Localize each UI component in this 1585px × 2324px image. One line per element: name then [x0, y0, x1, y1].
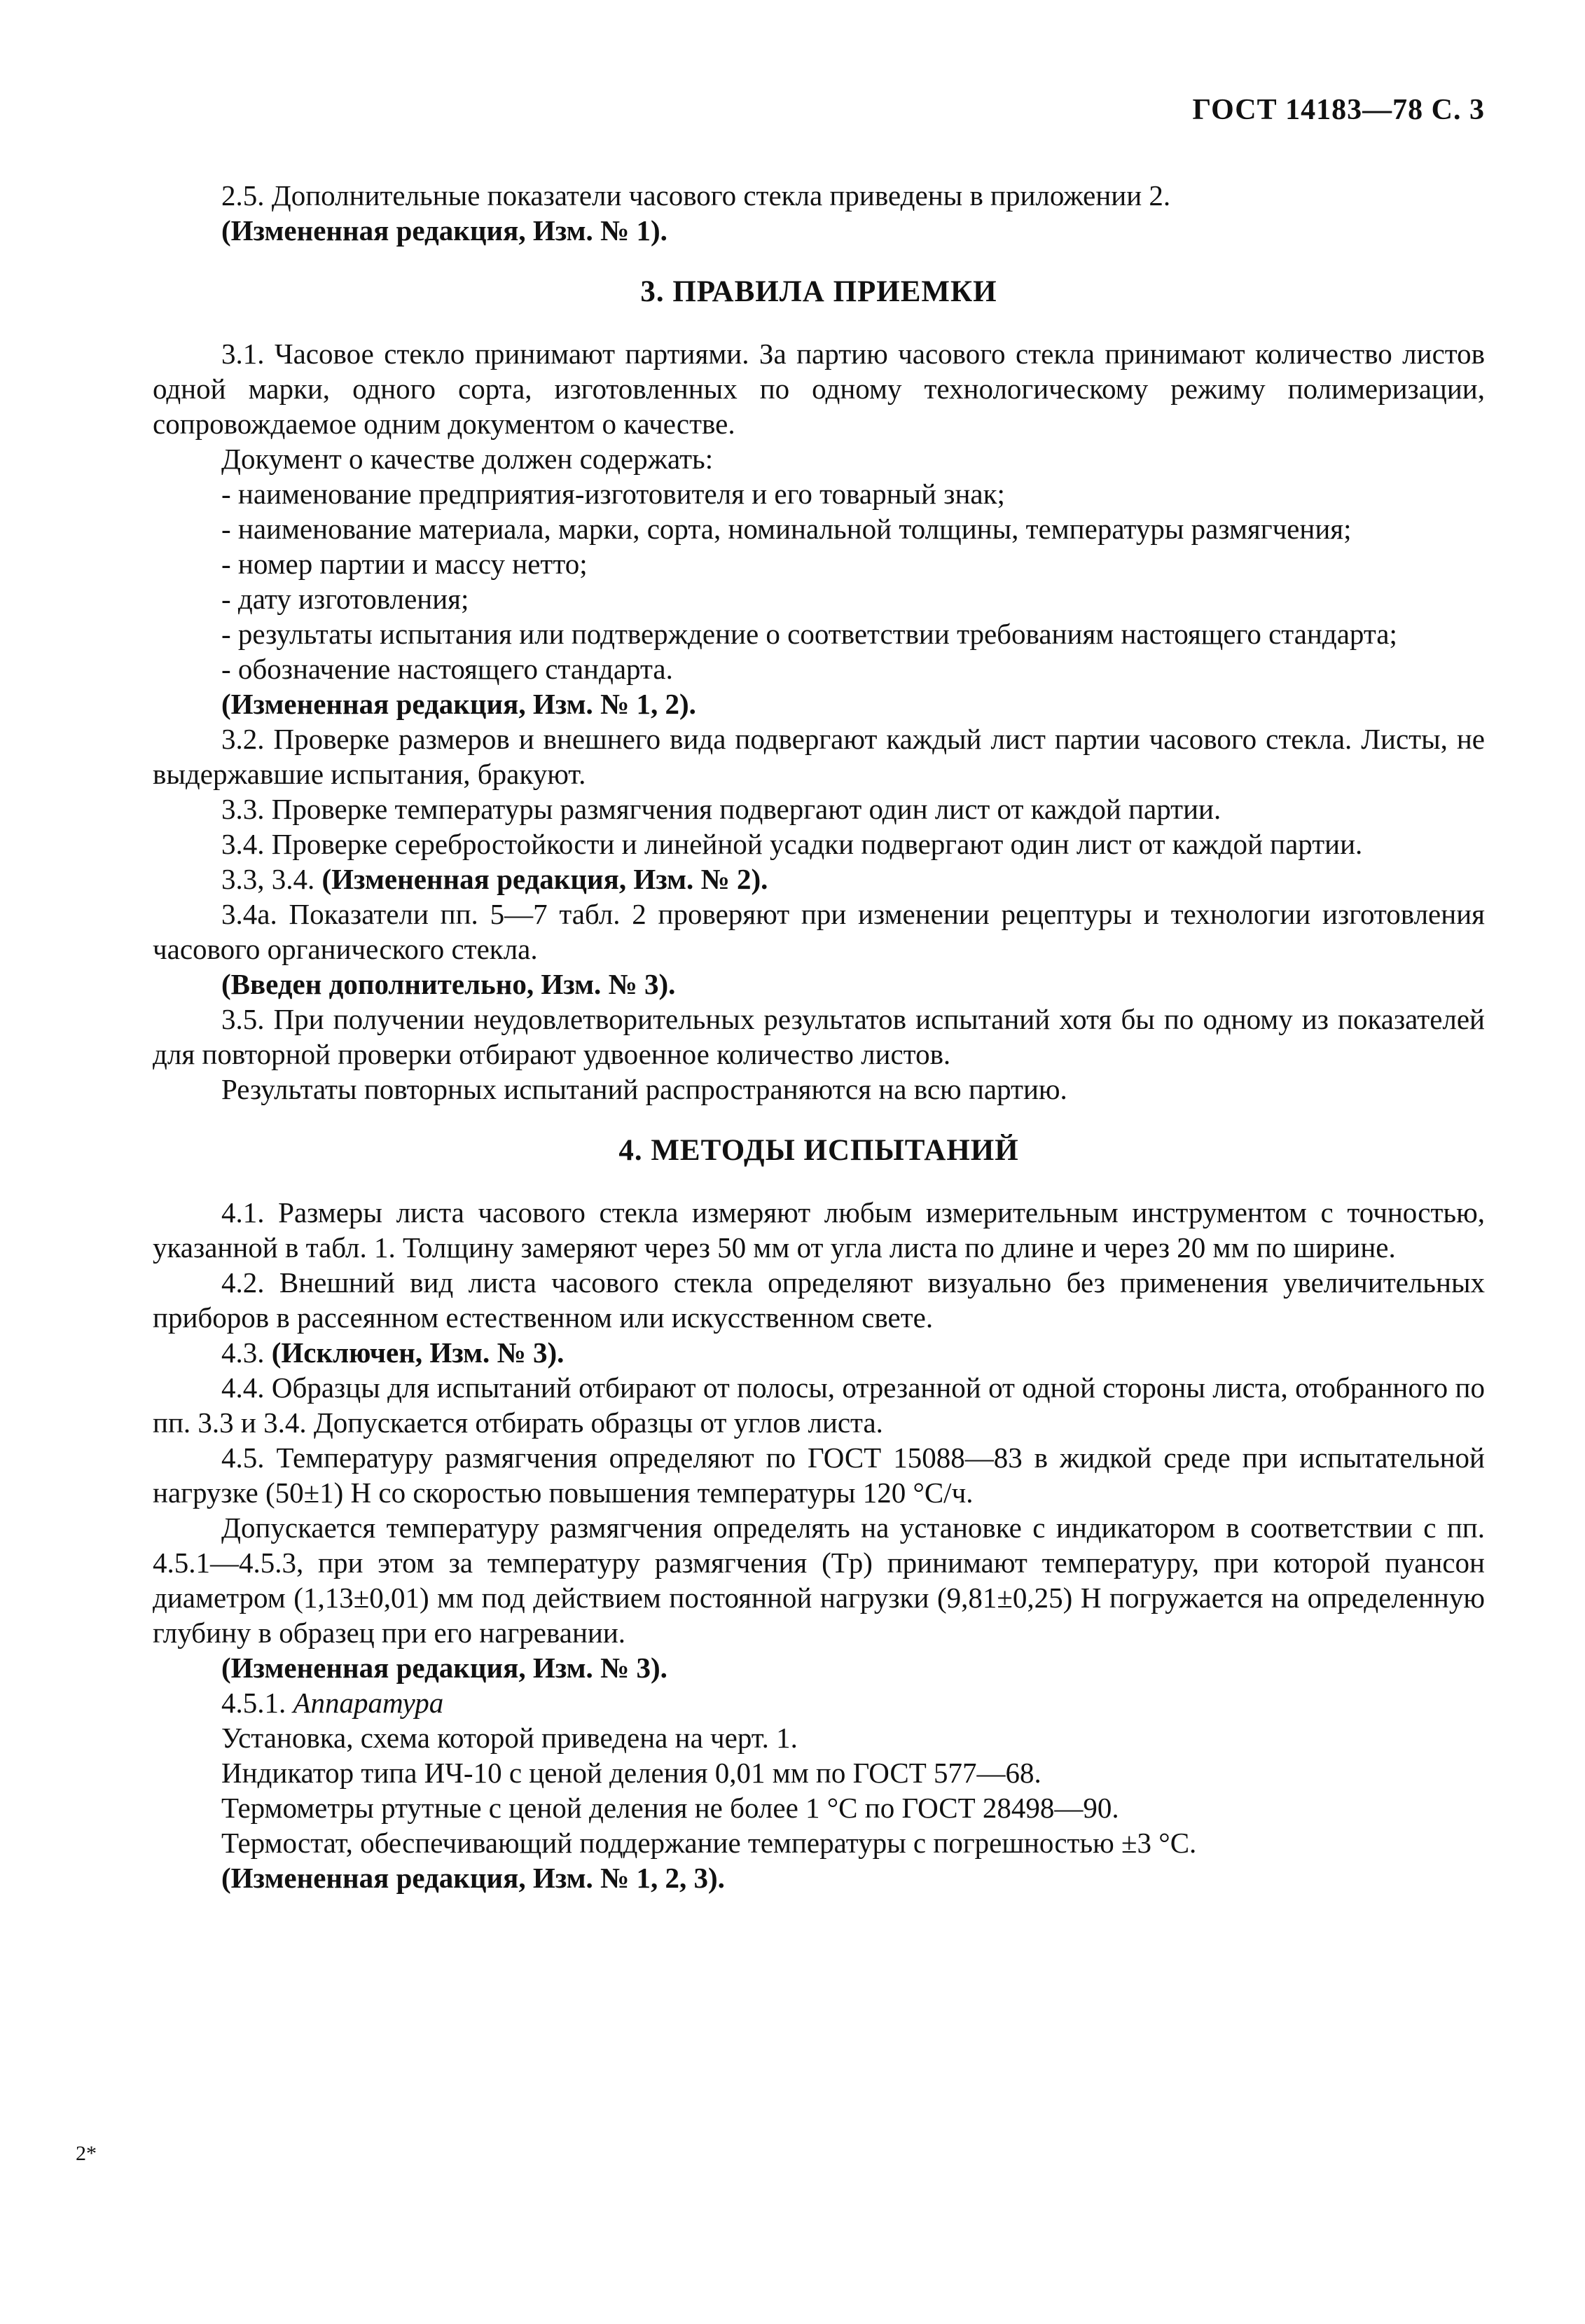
page-footer-mark: 2* — [76, 2142, 97, 2165]
section-title: 4. МЕТОДЫ ИСПЫТАНИЙ — [618, 1134, 1019, 1167]
paragraph — [153, 897, 1485, 967]
paragraph — [153, 213, 1485, 248]
paragraph-text: (Измененная редакция, Изм. № 3). — [221, 1652, 667, 1684]
subsection-title: Аппаратура — [293, 1687, 444, 1719]
paragraph — [153, 476, 1485, 511]
paragraph-text: Термостат, обеспечивающий поддержание температуры с погрешностью ±3 °С. — [221, 1827, 1197, 1859]
paragraph-text: 3.4а. Показатели пп. 5—7 табл. 2 проверяют при изменении рецептуры и технологии изготовления часового органического стекла. — [153, 898, 1485, 965]
paragraph — [153, 1002, 1485, 1072]
paragraph — [153, 1335, 1485, 1370]
paragraph — [153, 1790, 1485, 1825]
paragraph-text: Индикатор типа ИЧ-10 с ценой деления 0,01 мм по ГОСТ 577—68. — [221, 1757, 1041, 1789]
paragraph-text: 3.3. Проверке температуры размягчения подвергают один лист от каждой партии. — [221, 793, 1221, 825]
paragraph — [153, 862, 1485, 897]
paragraph — [153, 791, 1485, 826]
paragraph — [153, 336, 1485, 441]
paragraph — [153, 441, 1485, 476]
paragraph-text: 3.3, 3.4. — [221, 863, 315, 895]
paragraph-text: 3.1. Часовое стекло принимают партиями. За партию часового стекла принимают количество листов одной марки, одного сорта, изготовленных по одному технологическому режиму полимеризации, сопровождаемое одним документом о качестве. — [153, 338, 1485, 440]
paragraph — [153, 721, 1485, 791]
paragraph — [153, 651, 1485, 686]
paragraph — [153, 1860, 1485, 1895]
paragraph-text: Документ о качестве должен содержать: — [221, 443, 714, 475]
section-title: 3. ПРАВИЛА ПРИЕМКИ — [640, 275, 997, 308]
paragraph — [153, 1510, 1485, 1650]
paragraph-text: Установка, схема которой приведена на черт. 1. — [221, 1722, 798, 1754]
paragraph-text: (Измененная редакция, Изм. № 1, 2). — [221, 688, 696, 720]
paragraph-text: 4.2. Внешний вид листа часового стекла определяют визуально без применения увеличительных приборов в рассеянном естественном или искусственном свете. — [153, 1266, 1485, 1334]
paragraph — [153, 1685, 1485, 1720]
amendment-note: (Исключен, Изм. № 3). — [271, 1336, 565, 1369]
paragraph — [153, 178, 1485, 213]
paragraph-text: 4.5.1. — [221, 1687, 286, 1719]
paragraph-text: Допускается температуру размягчения определять на установке с индикатором в соответствии с пп. 4.5.1—4.5.3, при этом за температуру размягчения (Tр) принимают температуру, при которой пуансон диаметром (1,13±0,01) мм под действием постоянной нагрузки (9,81±0,25) Н погружается на определенную глубину в образец при его нагревании. — [153, 1512, 1485, 1649]
paragraph-text: Результаты повторных испытаний распространяются на всю партию. — [221, 1073, 1067, 1105]
paragraph — [153, 826, 1485, 862]
paragraph — [153, 967, 1485, 1002]
paragraph-text: 4.4. Образцы для испытаний отбирают от полосы, отрезанной от одной стороны листа, отобранного по пп. 3.3 и 3.4. Допускается отбирать образцы от углов листа. — [153, 1371, 1485, 1439]
paragraph-text: - наименование предприятия-изготовителя и его товарный знак; — [221, 478, 1005, 510]
paragraph — [153, 1720, 1485, 1755]
paragraph-text: - номер партии и массу нетто; — [221, 548, 588, 580]
paragraph-text: - наименование материала, марки, сорта, номинальной толщины, температуры размягчения; — [221, 513, 1352, 545]
paragraph-text: 3.2. Проверке размеров и внешнего вида подвергают каждый лист партии часового стекла. Листы, не выдержавшие испытания, бракуют. — [153, 723, 1485, 790]
paragraph — [153, 616, 1485, 651]
paragraph-text: 2.5. Дополнительные показатели часового стекла приведены в приложении 2. — [221, 179, 1171, 212]
paragraph-text: (Введен дополнительно, Изм. № 3). — [221, 968, 676, 1000]
paragraph — [153, 511, 1485, 546]
page-header: ГОСТ 14183—78 С. 3 — [1192, 94, 1485, 126]
paragraph-text: - обозначение настоящего стандарта. — [221, 653, 673, 685]
paragraph — [153, 1440, 1485, 1510]
paragraph-text: 4.1. Размеры листа часового стекла измеряют любым измерительным инструментом с точностью, указанной в табл. 1. Толщину замеряют через 50 мм от угла листа по длине и через 20 мм по ширине. — [153, 1196, 1485, 1264]
paragraph-text: - результаты испытания или подтверждение о соответствии требованиям настоящего стандарта; — [221, 618, 1397, 650]
paragraph — [153, 1825, 1485, 1860]
paragraph-text: 3.5. При получении неудовлетворительных результатов испытаний хотя бы по одному из показателей для повторной проверки отбирают удвоенное количество листов. — [153, 1003, 1485, 1070]
paragraph — [153, 1265, 1485, 1335]
paragraph-text: 4.5. Температуру размягчения определяют по ГОСТ 15088—83 в жидкой среде при испытательной нагрузке (50±1) Н со скоростью повышения температуры 120 °С/ч. — [153, 1441, 1485, 1509]
paragraph-text: (Измененная редакция, Изм. № 1). — [221, 214, 667, 247]
paragraph — [153, 1072, 1485, 1107]
paragraph-text: 4.3. — [221, 1336, 265, 1369]
paragraph — [153, 686, 1485, 721]
paragraph — [153, 1370, 1485, 1440]
document-body — [153, 178, 1485, 1895]
paragraph — [153, 1755, 1485, 1790]
paragraph-text: (Измененная редакция, Изм. № 1, 2, 3). — [221, 1862, 725, 1894]
paragraph — [153, 1650, 1485, 1685]
amendment-note: (Измененная редакция, Изм. № 2). — [321, 863, 768, 895]
paragraph — [153, 546, 1485, 581]
paragraph-text: - дату изготовления; — [221, 583, 469, 615]
paragraph-text: Термометры ртутные с ценой деления не более 1 °С по ГОСТ 28498—90. — [221, 1792, 1119, 1824]
paragraph — [153, 1195, 1485, 1265]
paragraph-text: 3.4. Проверке серебростойкости и линейной усадки подвергают один лист от каждой партии. — [221, 828, 1363, 860]
paragraph — [153, 581, 1485, 616]
